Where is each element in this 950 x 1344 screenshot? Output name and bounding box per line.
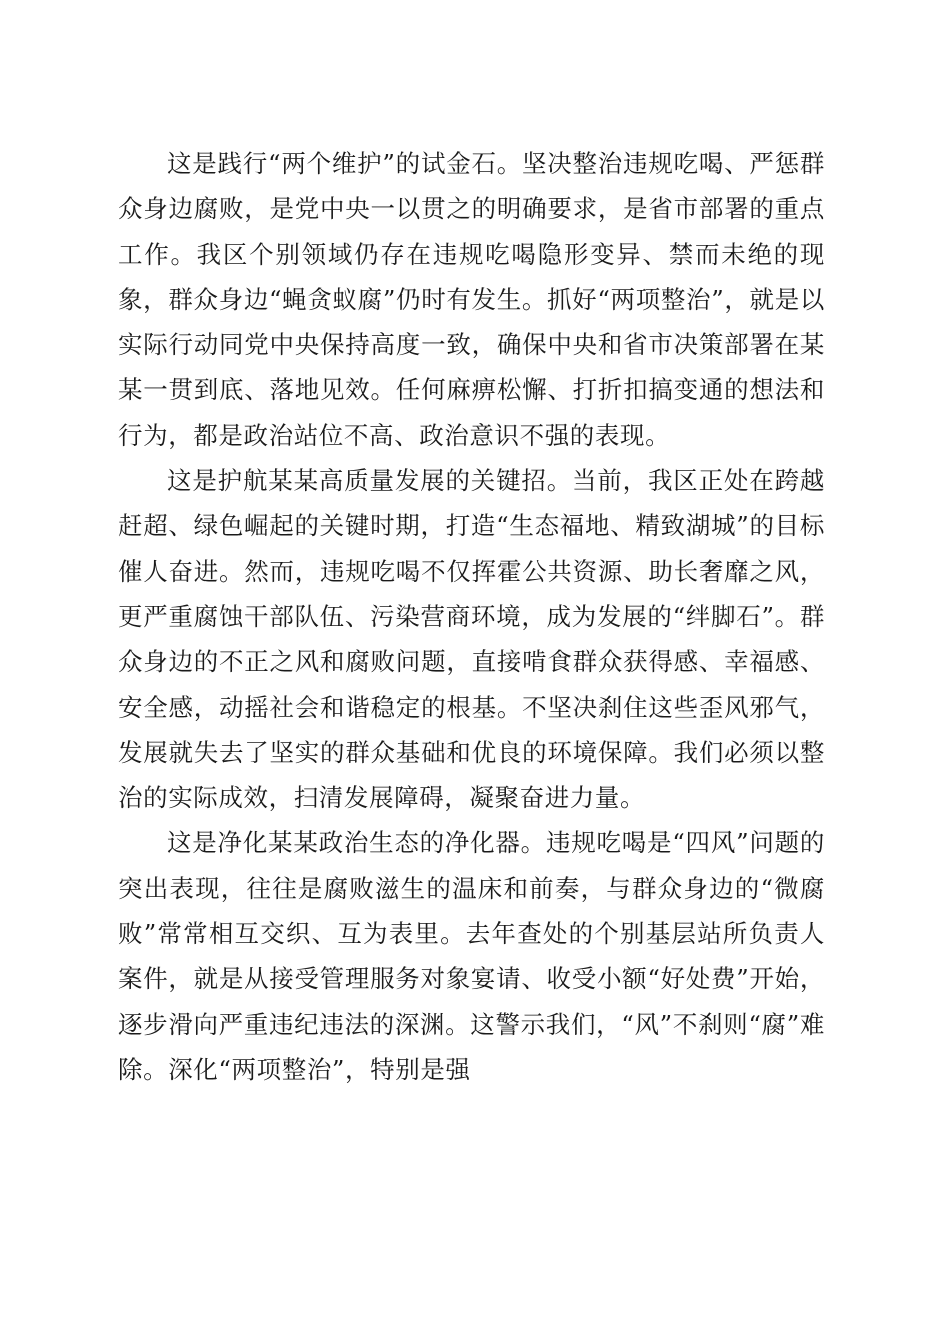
paragraph-political-ecology: 这是净化某某政治生态的净化器。违规吃喝是“四风”问题的突出表现，往往是腐败滋生的温床和前奏，与群众身边的“微腐败”常常相互交织、互为表里。去年查处的个别基层站所负责人案件，就是从接受管理服务对象宴请、收受小额“好处费”开始，逐步滑向严重违纪违法的深渊。这警示我们，“风”不刹则“腐”难除。深化“两项整治”，特别是强 (118, 828, 825, 1084)
paragraph-high-quality-development: 这是护航某某高质量发展的关键招。当前，我区正处在跨越赶超、绿色崛起的关键时期，打造“生态福地、精致湖城”的目标催人奋进。然而，违规吃喝不仅挥霍公共资源、助长奢靡之风，更严重腐蚀干部队伍、污染营商环境，成为发展的“绊脚石”。群众身边的不正之风和腐败问题，直接啃食群众获得感、幸福感、安全感，动摇社会和谐稳定的根基。不坚决刹住这些歪风邪气，发展就失去了坚实的群众基础和优良的环境保障。我们必须以整治的实际成效，扫清发展障碍，凝聚奋进力量。 (118, 466, 825, 813)
paragraph-two-safeguards: 这是践行“两个维护”的试金石。坚决整治违规吃喝、严惩群众身边腐败，是党中央一以贯之的明确要求，是省市部署的重点工作。我区个别领域仍存在违规吃喝隐形变异、禁而未绝的现象，群众身边“蝇贪蚁腐”仍时有发生。抓好“两项整治”，就是以实际行动同党中央保持高度一致，确保中央和省市决策部署在某某一贯到底、落地见效。任何麻痹松懈、打折扣搞变通的想法和行为，都是政治站位不高、政治意识不强的表现。 (118, 149, 825, 450)
document-body (118, 141, 825, 1092)
